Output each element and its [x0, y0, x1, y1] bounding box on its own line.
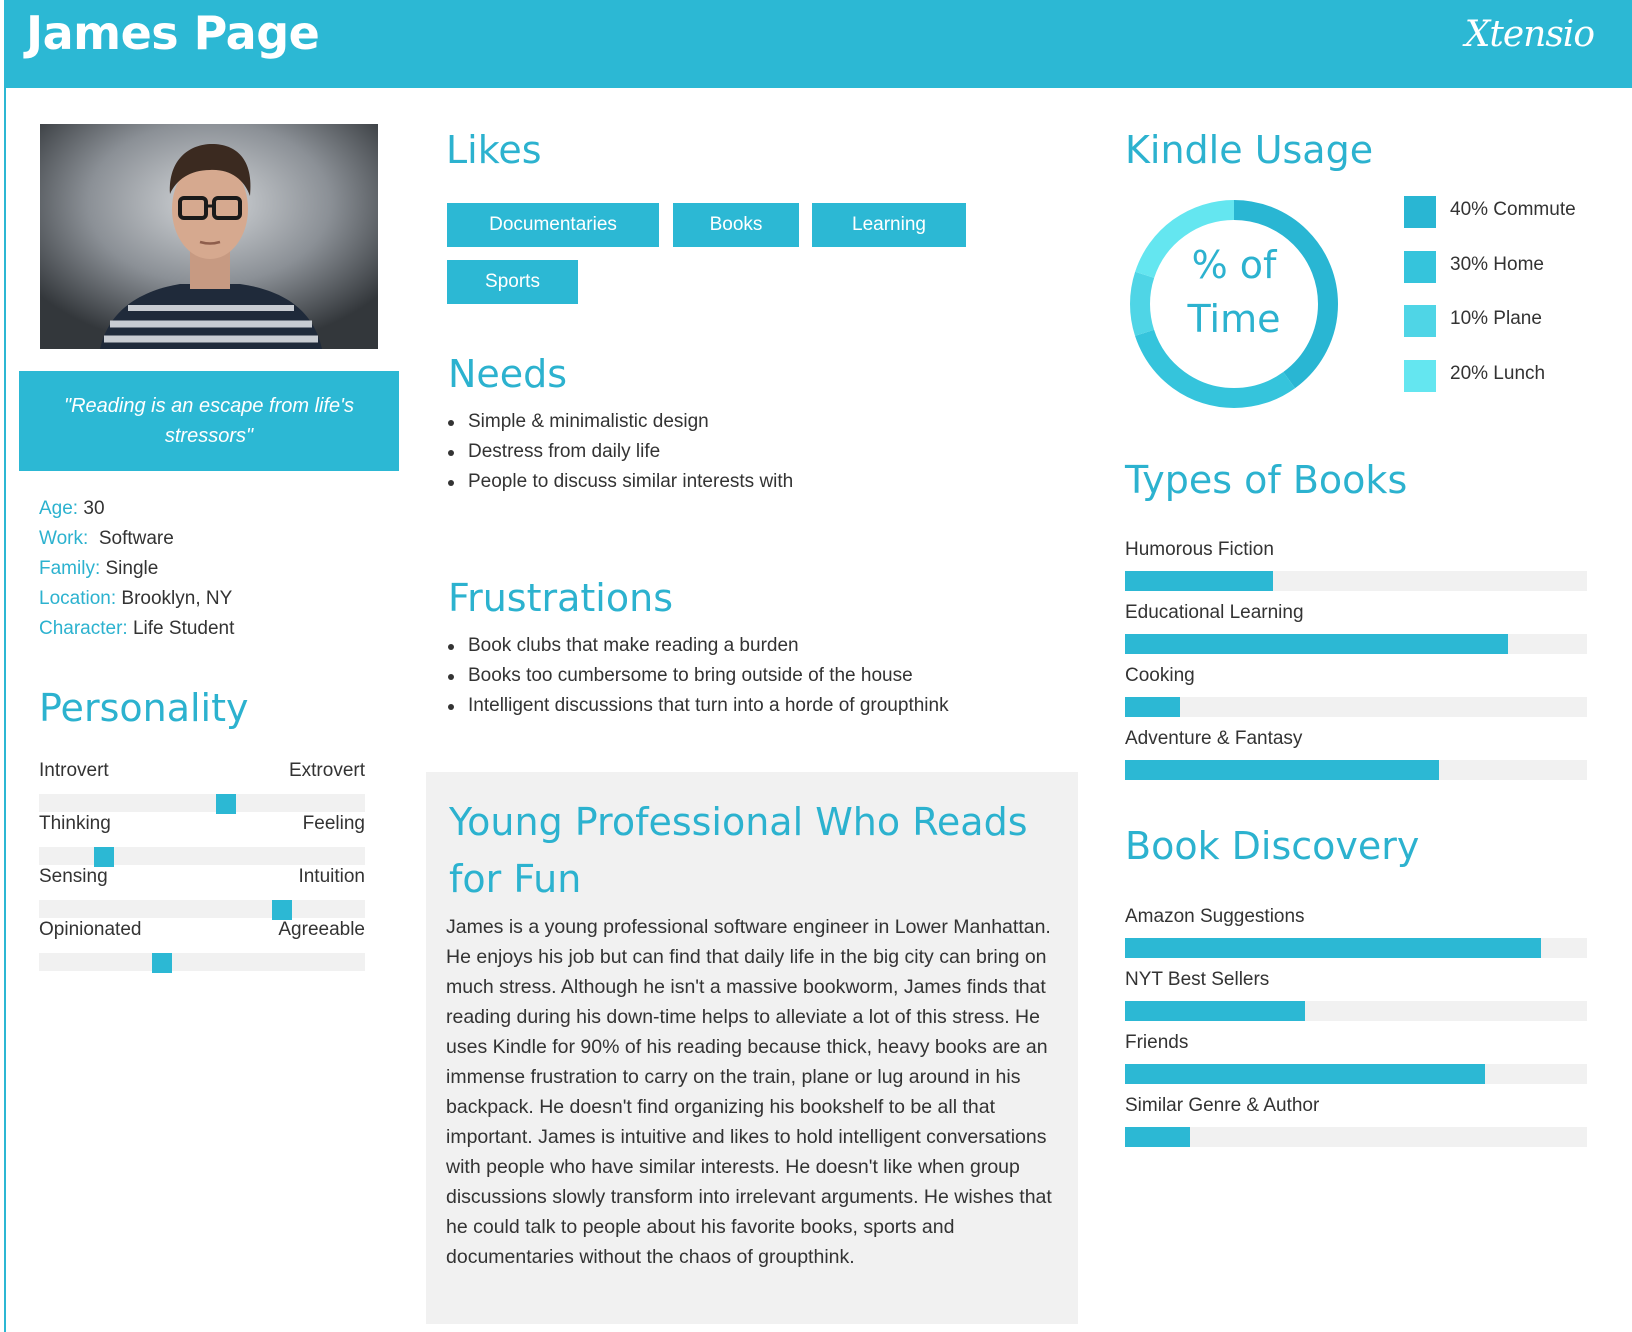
persona-quote: "Reading is an escape from life's stressors" [19, 371, 399, 471]
brand-logo: Xtensio [1464, 14, 1594, 55]
legend-item: 10% Plane [1404, 305, 1624, 337]
fact-work: Work: Software [39, 528, 174, 549]
bio-panel [426, 772, 1078, 1324]
bar-fill [1125, 760, 1439, 780]
fact-character: Character: Life Student [39, 618, 235, 639]
likes-title: Likes [446, 128, 542, 172]
trait-sensing-intuition [39, 866, 365, 918]
persona-name: James Page [26, 6, 320, 60]
legend-item: 30% Home [1404, 251, 1624, 283]
legend-swatch [1404, 305, 1436, 337]
bar-track [1125, 571, 1587, 591]
bar-fill [1125, 938, 1541, 958]
legend-swatch [1404, 251, 1436, 283]
trait-marker [94, 847, 114, 867]
bar-label: Friends [1125, 1032, 1189, 1053]
kindle-usage-donut [1126, 196, 1342, 412]
bar-track [1125, 1064, 1587, 1084]
trait-track [39, 900, 365, 918]
discovery-bar [1125, 904, 1587, 958]
trait-right-label: Feeling [302, 813, 365, 834]
trait-marker [272, 900, 292, 920]
trait-left-label: Sensing [39, 866, 108, 887]
frustrations-title: Frustrations [448, 576, 673, 620]
legend-item: 40% Commute [1404, 196, 1624, 228]
legend-item: 20% Lunch [1404, 360, 1624, 392]
trait-right-label: Intuition [298, 866, 365, 887]
bar-track [1125, 938, 1587, 958]
bar-track [1125, 1001, 1587, 1021]
like-tag: Learning [812, 203, 966, 247]
bar-track [1125, 1127, 1587, 1147]
book-type-bar [1125, 663, 1587, 717]
trait-track [39, 794, 365, 812]
like-tag: Books [673, 203, 799, 247]
trait-left-label: Opinionated [39, 919, 142, 940]
donut-center-line2: Time [1187, 297, 1281, 341]
trait-track [39, 953, 365, 971]
trait-opinionated-agreeable [39, 919, 365, 971]
header-bar [4, 0, 1632, 88]
bar-label: Adventure & Fantasy [1125, 728, 1303, 749]
donut-center-line1: % of [1191, 243, 1277, 287]
needs-list [444, 407, 793, 497]
bar-track [1125, 697, 1587, 717]
kindle-usage-title: Kindle Usage [1125, 128, 1374, 172]
list-item: Intelligent discussions that turn into a horde of groupthink [444, 691, 949, 721]
fact-family: Family: Single [39, 558, 159, 579]
bar-fill [1125, 1001, 1305, 1021]
book-type-bar [1125, 537, 1587, 591]
bar-label: Humorous Fiction [1125, 539, 1274, 560]
list-item: Books too cumbersome to bring outside of the house [444, 661, 949, 691]
bar-fill [1125, 1064, 1485, 1084]
bar-label: Educational Learning [1125, 602, 1304, 623]
persona-facts [39, 494, 234, 644]
fact-location: Location: Brooklyn, NY [39, 588, 233, 609]
personality-title: Personality [39, 686, 249, 730]
bar-fill [1125, 697, 1180, 717]
trait-right-label: Extrovert [288, 760, 365, 781]
bio-title: Young Professional Who Reads for Fun [449, 800, 1028, 901]
list-item: People to discuss similar interests with [444, 467, 793, 497]
bio-text: James is a young professional software engineer in Lower Manhattan. He enjoys his job but can find that daily life in the big city can bring on much stress. Although he isn't a massive bookworm, James finds that reading during his down-time helps to alleviate a lot of this stress. He uses Kindle for 90% of his reading because thick, heavy books are an immense frustration to carry on the train, plane or lug around in his backpack. He doesn't find organizing his bookshelf to be all that important. James is intuitive and likes to hold intelligent conversations with people who have similar interests. He doesn't like when group discussions slowly transform into irrelevant arguments. He wishes that he could talk to people about his favorite books, sports and documentaries without the chaos of groupthink. [446, 916, 1052, 1268]
book-type-bar [1125, 600, 1587, 654]
needs-title: Needs [448, 352, 568, 396]
trait-left-label: Introvert [39, 760, 109, 781]
trait-track [39, 847, 365, 865]
book-discovery-title: Book Discovery [1125, 824, 1420, 868]
list-item: Book clubs that make reading a burden [444, 631, 949, 661]
discovery-bar [1125, 1030, 1587, 1084]
types-of-books-title: Types of Books [1125, 458, 1408, 502]
bar-fill [1125, 634, 1508, 654]
trait-right-label: Agreeable [278, 919, 365, 940]
bar-track [1125, 760, 1587, 780]
bar-label: NYT Best Sellers [1125, 969, 1270, 990]
list-item: Destress from daily life [444, 437, 793, 467]
list-item: Simple & minimalistic design [444, 407, 793, 437]
trait-left-label: Thinking [39, 813, 111, 834]
legend-swatch [1404, 360, 1436, 392]
bar-fill [1125, 571, 1273, 591]
bar-label: Amazon Suggestions [1125, 906, 1305, 927]
discovery-bar [1125, 967, 1587, 1021]
bar-track [1125, 634, 1587, 654]
fact-age: Age: 30 [39, 498, 105, 519]
trait-marker [152, 953, 172, 973]
bar-label: Cooking [1125, 665, 1195, 686]
trait-thinking-feeling [39, 813, 365, 865]
bar-label: Similar Genre & Author [1125, 1095, 1320, 1116]
trait-marker [216, 794, 236, 814]
persona-photo [40, 124, 378, 349]
like-tag: Documentaries [447, 203, 659, 247]
discovery-bar [1125, 1093, 1587, 1147]
like-tag: Sports [447, 260, 578, 304]
legend-swatch [1404, 196, 1436, 228]
frustrations-list [444, 631, 949, 721]
bar-fill [1125, 1127, 1190, 1147]
book-type-bar [1125, 726, 1587, 780]
trait-introvert-extrovert [39, 760, 365, 812]
